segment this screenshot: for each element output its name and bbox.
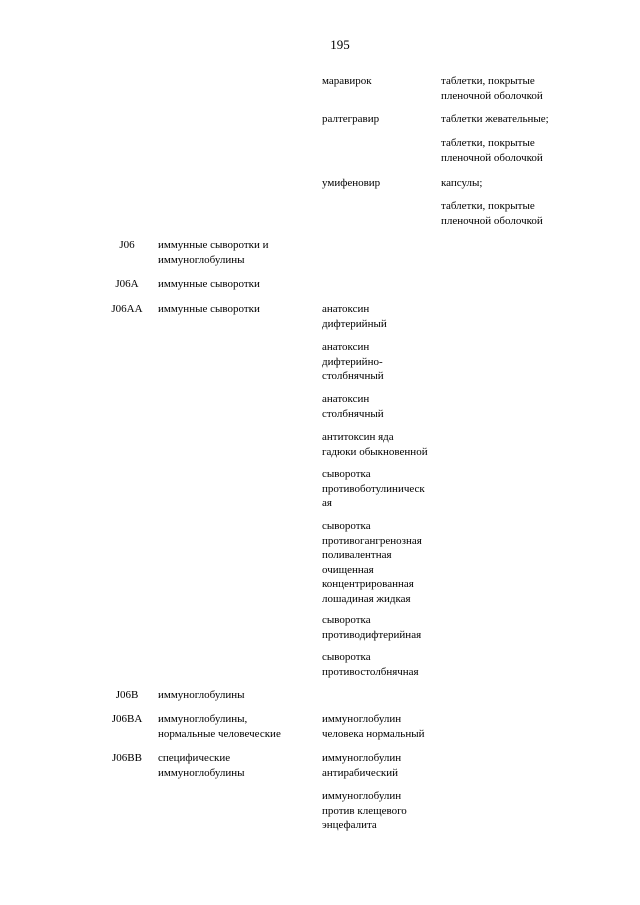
drug-name: антитоксин яда гадюки обыкновенной bbox=[322, 431, 428, 458]
atc-group-name: иммуноглобулины, нормальные человеческие bbox=[158, 713, 281, 740]
atc-group-name: специфические иммуноглобулины bbox=[158, 752, 245, 779]
atc-code: J06BA bbox=[111, 713, 143, 725]
drug-name: анатоксин столбнячный bbox=[322, 393, 384, 420]
dosage-form: таблетки, покрытые пленочной оболочкой bbox=[441, 137, 543, 164]
atc-code: J06BB bbox=[112, 752, 142, 764]
drug-name: иммуноглобулин антирабический bbox=[322, 752, 402, 779]
drug-name: умифеновир bbox=[322, 177, 381, 189]
dosage-form: таблетки жевательные; bbox=[441, 113, 549, 125]
drug-name: сыворотка противоботулиническ ая bbox=[322, 468, 425, 509]
drug-name: сыворотка противодифтерийная bbox=[322, 614, 422, 641]
drug-name: иммуноглобулин против клещевого энцефалита bbox=[322, 790, 407, 831]
atc-group-name: иммуноглобулины bbox=[158, 689, 245, 701]
drug-name: сыворотка противостолбнячная bbox=[322, 651, 419, 678]
atc-code: J06A bbox=[115, 278, 139, 290]
dosage-form: таблетки, покрытые пленочной оболочкой bbox=[441, 75, 543, 102]
atc-code: J06B bbox=[115, 689, 139, 701]
atc-group-name: иммунные сыворотки и иммуноглобулины bbox=[158, 239, 269, 266]
dosage-form: таблетки, покрытые пленочной оболочкой bbox=[441, 200, 543, 227]
drug-name: маравирок bbox=[322, 75, 372, 87]
atc-code: J06AA bbox=[111, 303, 143, 315]
page-number: 195 bbox=[330, 37, 350, 52]
dosage-form: капсулы; bbox=[441, 177, 483, 189]
atc-group-name: иммунные сыворотки bbox=[158, 278, 260, 290]
drug-name: анатоксин дифтерийный bbox=[322, 303, 387, 330]
drug-name: сыворотка противогангренозная поливалентная очищенная концентрированная лошадиная жидкая bbox=[322, 520, 422, 605]
drug-name: ралтегравир bbox=[322, 113, 380, 125]
drug-name: иммуноглобулин человека нормальный bbox=[322, 713, 425, 740]
drug-name: анатоксин дифтерийно- столбнячный bbox=[322, 341, 384, 382]
atc-group-name: иммунные сыворотки bbox=[158, 303, 260, 315]
atc-code: J06 bbox=[119, 239, 135, 251]
